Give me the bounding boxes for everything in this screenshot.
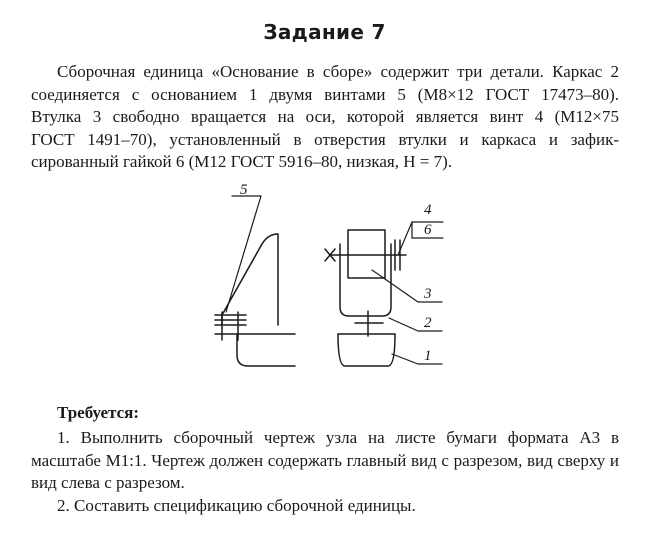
description-line: Втулка 3 свободно вращается на оси, которой является винт 4 (М12×75 [31,107,619,126]
leader-4-tail [398,222,412,255]
requirements-list [31,427,619,517]
description-line: Сборочная единица «Основание в сборе» содержит три детали. Каркас 2 [57,62,619,81]
label-6: 6 [424,222,432,238]
description-line: сированный гайкой 6 (М12 ГОСТ 5916–80, низкая, Н = 7). [31,152,453,171]
description-line: соединяется с основанием 1 двумя винтами 5 (М8×12 ГОСТ 17473–80). [31,84,619,104]
requirement-item: 1. Выполнить сборочный чертеж узла на листе бумаги формата А3 в масштабе М1:1. Чертеж должен содержать главный вид с разрезом, вид сверху и вид слева с разрезом. [31,428,619,492]
frame-left-view [222,234,278,325]
label-1: 1 [424,348,432,364]
base-left-view [237,334,295,366]
label-5: 5 [240,182,248,198]
requirement-item: 2. Составить спецификацию сборочной единицы. [57,495,416,515]
requirements-heading: Требуется: [57,403,140,422]
bushing [348,230,385,278]
base-right-view [338,334,395,366]
leader-2 [389,318,442,331]
leader-3 [372,270,442,302]
leader-1 [392,354,442,364]
label-2: 2 [424,315,432,331]
task-title: Задание 7 [263,20,386,44]
description-line: ГОСТ 1491–70), установленный в отверстия втулки и каркаса и зафик- [31,129,619,149]
label-3: 3 [424,286,432,302]
label-4: 4 [424,202,432,218]
